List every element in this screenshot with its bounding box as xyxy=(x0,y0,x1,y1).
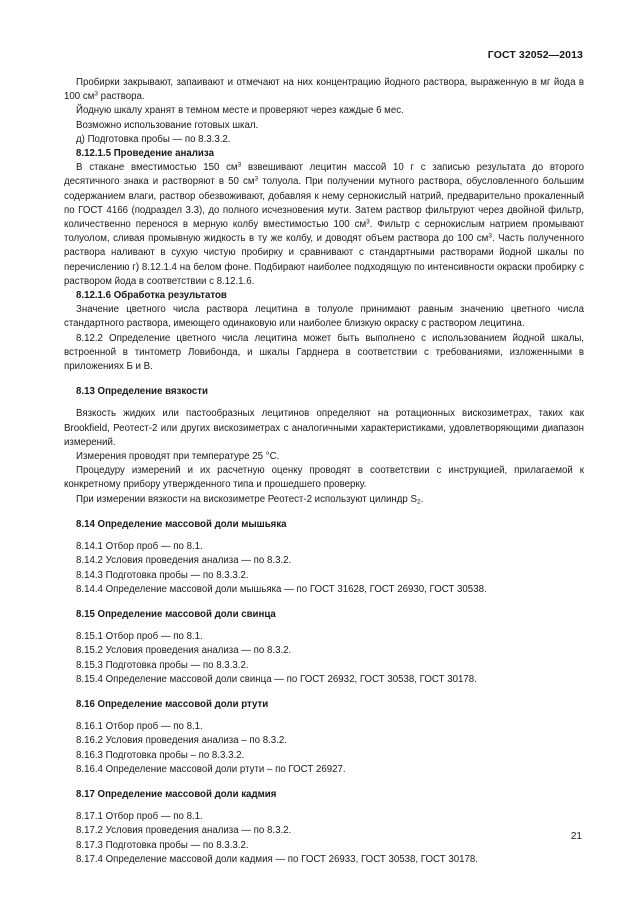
superscript: 3 xyxy=(254,175,259,183)
list-item: 8.15.1 Отбор проб — по 8.1. xyxy=(76,631,203,643)
paragraph: Возможно использование готовых шкал. xyxy=(76,119,259,131)
section-heading: 8.15 Определение массовой доли свинца xyxy=(76,608,276,620)
list-item: 8.17.2 Условия проведения анализа — по 8.3.2. xyxy=(76,825,292,837)
section-heading: 8.17 Определение массовой доли кадмия xyxy=(76,788,277,800)
paragraph-text: . Часть полученного раствора наливают в сухую чистую пробирку и сравнивают с стандартными растворами йодной шкалы по перечислению г) 8.12.1.4 на белом фоне. Подбирают наиболее подходящую по интенсивности окраски пробирку с раствором йода в соответствии с 8.12.1.6. xyxy=(64,233,584,287)
list-item: 8.15.2 Условия проведения анализа — по 8.3.2. xyxy=(76,645,292,657)
paragraph-text: В стакане вместимостью 150 см xyxy=(76,162,238,174)
paragraph: Измерения проводят при температуре 25 °С. xyxy=(76,451,280,463)
list-item: 8.15.4 Определение массовой доли свинца — по ГОСТ 26932, ГОСТ 30538, ГОСТ 30178. xyxy=(76,673,477,685)
paragraph: Процедуру измерений и их расчетную оценку проводят в соответствии с инструкцией, прилагаемой к конкретному прибору утвержденного типа и прошедшего проверку. xyxy=(64,465,584,491)
superscript: 3 xyxy=(237,161,242,169)
paragraph: Йодную шкалу хранят в темном месте и проверяют через каждые 6 мес. xyxy=(76,105,404,117)
paragraph-text: взвешивают лецитин массой 10 г с записью результата до второго десятичного знака и растворяют в 50 см xyxy=(64,162,584,188)
paragraph: 8.12.2 Определение цветного числа лецитина может быть выполнено с использованием йодной шкалы, встроенной в тинтометр Ловибонда, и шкалы Гарднера в соответствии с требованиями, изложенными в приложениях Б и В. xyxy=(64,332,584,373)
superscript: 3 xyxy=(366,218,370,226)
list-item: 8.15.3 Подготовка пробы — по 8.3.3.2. xyxy=(76,659,249,671)
superscript: 3 xyxy=(94,90,98,98)
list-item: 8.16.3 Подготовка пробы – по 8.3.3.2. xyxy=(76,749,245,761)
list-item: 8.14.3 Подготовка пробы — по 8.3.3.2. xyxy=(76,569,249,581)
paragraph xyxy=(64,161,584,289)
list-item: 8.17.4 Определение массовой доли кадмия — по ГОСТ 26933, ГОСТ 30538, ГОСТ 30178. xyxy=(76,853,478,865)
paragraph-text: Пробирки закрывают, запаивают и отмечают на них концентрацию йодного раствора, выраженную в мг йода в 100 см xyxy=(64,77,584,103)
subsection-heading: 8.12.1.5 Проведение анализа xyxy=(76,148,214,160)
page-number: 21 xyxy=(570,831,582,842)
section-heading: 8.16 Определение массовой доли ртути xyxy=(76,698,269,710)
paragraph-text: При измерении вязкости на вискозиметре Реотест-2 используют цилиндр S xyxy=(76,493,417,505)
paragraph: Значение цветного числа раствора лецитина в толуоле принимают равным значению цветного числа стандартного раствора, имеющего одинаковую или наиболее близкую окраску с раствором лецитина. xyxy=(64,304,584,330)
list-item: 8.17.1 Отбор проб — по 8.1. xyxy=(76,811,203,823)
paragraph-text: толуола. При получении мутного раствора, обусловленного большим содержанием влаги, раствор обезвоживают, добавляя к нему сернокислый натрий, предварительно прокаленный по ГОСТ 4166 (подраздел 3.3), до полного исчезновения мути. Затем раствор фильтруют через двойной фильтр, количественно перенося в мерную колбу вместимостью 100 см xyxy=(64,176,584,231)
paragraph: д) Подготовка пробы — по 8.3.3.2. xyxy=(76,133,231,145)
list-item: 8.14.1 Отбор проб — по 8.1. xyxy=(76,541,203,553)
list-item: 8.14.2 Условия проведения анализа — по 8.3.2. xyxy=(76,555,292,567)
subsection-heading: 8.12.1.6 Обработка результатов xyxy=(76,290,227,302)
page-header: ГОСТ 32052—2013 xyxy=(487,49,583,61)
list-item: 8.17.3 Подготовка пробы — по 8.3.3.2. xyxy=(76,839,249,851)
subscript: 2 xyxy=(416,498,421,506)
list-item: 8.16.2 Условия проведения анализа – по 8.3.2. xyxy=(76,735,287,747)
list-item: 8.14.4 Определение массовой доли мышьяка — по ГОСТ 31628, ГОСТ 26930, ГОСТ 30538. xyxy=(76,583,487,595)
section-heading: 8.14 Определение массовой доли мышьяка xyxy=(76,518,287,530)
section-heading: 8.13 Определение вязкости xyxy=(76,386,208,398)
paragraph-text: раствора. xyxy=(97,91,145,103)
paragraph-text: . Фильтр с сернокислым натрием промывают толуолом, сливая промывную жидкость в ту же колбу, и доводят объем раствора до 100 см xyxy=(64,219,585,245)
list-item: 8.16.1 Отбор проб — по 8.1. xyxy=(76,721,203,733)
paragraph xyxy=(64,493,584,507)
list-item: 8.16.4 Определение массовой доли ртути – по ГОСТ 26927. xyxy=(76,763,346,775)
superscript: 3 xyxy=(488,232,492,240)
paragraph xyxy=(64,76,584,104)
paragraph: Вязкость жидких или пастообразных лецитинов определяют на ротационных вискозиметрах, таких как Brookfield, Реотест-2 или других вискозиметрах с аналогичными характеристиками, удовлетворяющими диапазон измерений. xyxy=(64,408,584,448)
page-content xyxy=(64,76,584,867)
paragraph-text: . xyxy=(420,493,424,505)
